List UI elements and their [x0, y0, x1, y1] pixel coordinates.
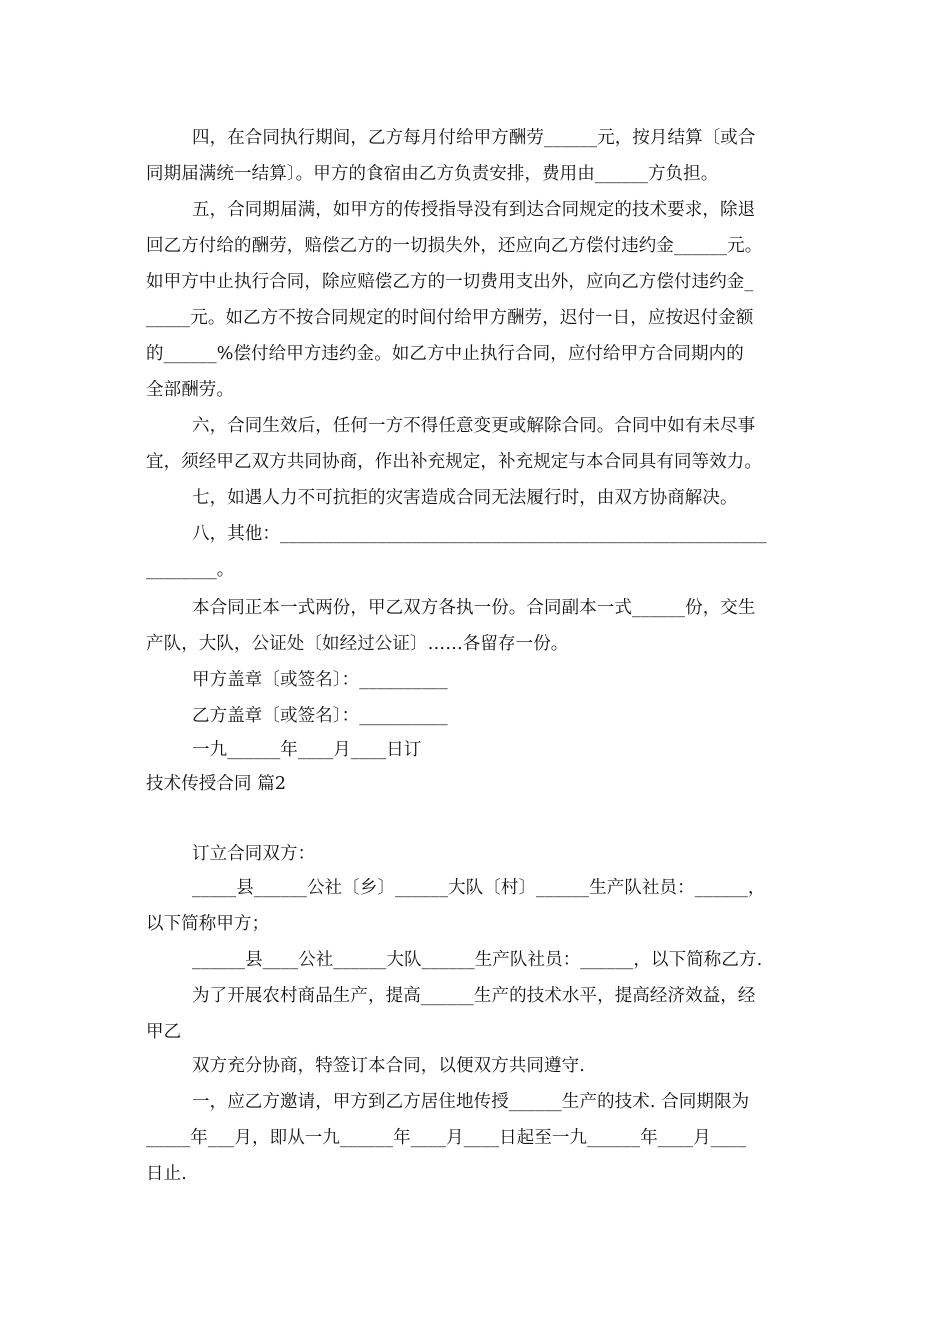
clause-4-line-1: 四，在合同执行期间，乙方每月付给甲方酬劳______元，按月结算〔或合 [192, 128, 756, 148]
party-a-line-1: _____县______公社〔乡〕______大队〔村〕______生产队社员：______， [192, 878, 766, 898]
signature-party-a: 甲方盖章〔或签名〕：__________ [192, 670, 448, 690]
clause-6-line-2: 宜，须经甲乙双方共同协商，作出补充规定，补充规定与本合同具有同等效力。 [146, 452, 762, 472]
clause-5-line-1: 五，合同期届满，如甲方的传授指导没有到达合同规定的技术要求，除退 [192, 200, 756, 220]
clause-8-line-1: 八，其他：_______________________________________________________ [192, 524, 767, 544]
clause-1-line-1: 一，应乙方邀请，甲方到乙方居住地传授______生产的技术. 合同期限为 [192, 1092, 750, 1112]
clause-5-line-4: _____元。如乙方不按合同规定的时间付给甲方酬劳，迟付一日，应按迟付金额 [146, 308, 754, 328]
clause-5-line-6: 全部酬劳。 [146, 380, 234, 400]
section-heading: 技术传授合同 篇2 [146, 774, 287, 794]
clause-4-line-2: 同期届满统一结算〕。甲方的食宿由乙方负责安排，费用由______方负担。 [146, 164, 719, 184]
purpose-line-1: 为了开展农村商品生产，提高______生产的技术水平，提高经济效益，经 [192, 986, 756, 1006]
clause-5-line-5: 的______%偿付给甲方违约金。如乙方中止执行合同，应付给甲方合同期内的 [146, 344, 744, 364]
clause-5-line-2: 回乙方付给的酬劳，赔偿乙方的一切损失外，还应向乙方偿付违约金______元。 [146, 236, 763, 256]
copies-line-2: 产队，大队，公证处〔如经过公证〕……各留存一份。 [146, 634, 569, 654]
party-a-line-2: 以下简称甲方； [146, 914, 270, 934]
signing-date: 一九______年____月____日订 [192, 740, 422, 760]
clause-1-line-2: _____年___月，即从一九______年____月____日起至一九______年____月____ [146, 1128, 747, 1148]
parties-title: 订立合同双方： [192, 844, 316, 864]
copies-line-1: 本合同正本一式两份，甲乙双方各执一份。合同副本一式______份，交生 [192, 598, 756, 618]
clause-8-line-2: ________。 [146, 560, 235, 580]
clause-7: 七，如遇人力不可抗拒的灾害造成合同无法履行时，由双方协商解决。 [192, 488, 738, 508]
purpose-line-2: 甲乙 [146, 1022, 182, 1042]
purpose-line-3: 双方充分协商，特签订本合同，以便双方共同遵守. [192, 1056, 585, 1076]
clause-6-line-1: 六，合同生效后，任何一方不得任意变更或解除合同。合同中如有未尽事 [192, 416, 756, 436]
clause-5-line-3: 如甲方中止执行合同，除应赔偿乙方的一切费用支出外，应向乙方偿付违约金_ [146, 272, 754, 292]
signature-party-b: 乙方盖章〔或签名〕：__________ [192, 706, 448, 726]
party-b-line: ______县____公社______大队______生产队社员：______，以下简称乙方. [192, 950, 763, 970]
clause-1-line-3: 日止. [146, 1164, 187, 1184]
